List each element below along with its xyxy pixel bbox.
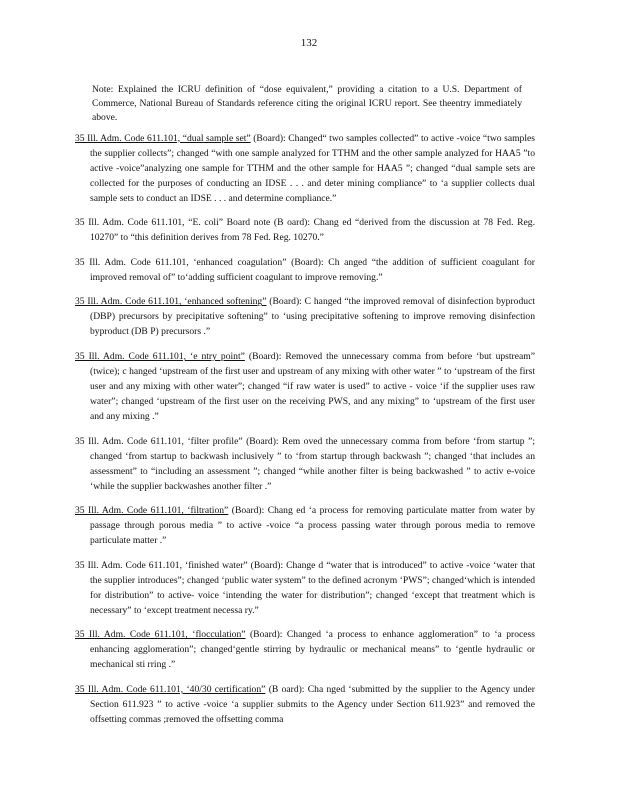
entries-list	[75, 121, 535, 730]
entry-citation: 35 Ill. Adm. Code 611.101, ‘e ntry point”	[75, 350, 245, 362]
entry-40-30-certification	[75, 682, 535, 727]
entry-filtration	[75, 503, 535, 548]
entry-entry-point	[75, 349, 535, 424]
entry-enhanced-softening	[75, 294, 535, 339]
page-number: 132	[300, 37, 318, 49]
entry-text: (Board): Chang ed ‘a process for removing particulate matter from water by passage through porous media ” to active -voice “a process passing water through porous media to remove particulate matter .”	[90, 505, 535, 547]
entry-citation: 35 Ill. Adm. Code 611.101, “dual sample set”	[75, 132, 251, 144]
entry-citation: 35 Ill. Adm. Code 611.101, ‘filter profile”	[75, 435, 243, 447]
entry-text: (Board): Rem oved the unnecessary comma from before ‘from startup ”; changed ‘from startup to backwash inclusively ” to ‘from startup through backwash ”; changed ‘that includes an assessment” to “including an assessment ”; changed “while another filter is being backwashed ” to activ e-voice ‘while the supplier backwashes another filter .”	[90, 435, 535, 492]
entry-text: (Board): C hanged “the improved removal of disinfection byproduct (DBP) precursors by precipitative softening” to ‘using precipitative softening to improve removing disinfection byproduct (DB P) precursors .”	[90, 296, 535, 338]
entry-enhanced-coagulation	[75, 255, 535, 285]
entry-citation: 35 Ill. Adm. Code 611.101, ‘40/30 certification”	[75, 683, 266, 695]
entry-citation: 35 Ill. Adm. Code 611.101, ‘finished water”	[75, 559, 248, 571]
entry-text: (Board): Removed the unnecessary comma from before ‘but upstream” (twice); c hanged ‘upstream of the first user and upstream of any mixing with other water ” to ‘upstream of the first user and any mixing with other water”; changed “if raw water is used” to active - voice ‘if the supplier uses raw water”; changed ‘upstream of the first user on the receiving PWS, and any mixing” to ‘upstream of the first user and any mixing .”	[90, 350, 535, 422]
entry-e-coli	[75, 215, 535, 245]
entry-text: Board note (B oard): Chang ed “derived from the discussion at 78 Fed. Reg. 10270” to “this definition derives from 78 Fed. Reg. 10270.”	[90, 217, 535, 244]
entry-dual-sample-set	[75, 131, 535, 206]
entry-text: (Board): Change d “water that is introduced” to active -voice ‘water that the supplier introduces”; changed ‘public water system” to the defined acronym ‘PWS”; changed‘which is intended for distribution” to active- voice ‘intending the water for distribution”; changed ‘except that treatment which is necessary” to ‘except treatment necessa ry.”	[90, 559, 535, 616]
entry-text: (B oard): Cha nged ‘submitted by the supplier to the Agency under Section 611.923 ” to active -voice ‘a supplier submits to the Agency under Section 611.923” and removed the offsetting commas ;removed the offsetting comma	[90, 683, 535, 725]
entry-text: (Board): Changed“ two samples collected” to active -voice “two samples the supplier collects”; changed “with one sample analyzed for TTHM and the other sample analyzed for HAA5 ”to active -voice”analyzing one sample for TTHM and the other sample for HAA5 ”; changed “dual sample sets are collected for the purposes of conducting an IDSE . . . and deter mining compliance” to ‘a supplier collects dual sample sets to conduct an IDSE . . . and determine compliance.”	[90, 132, 536, 204]
entry-text: (Board): Changed ‘a process to enhance agglomeration” to ‘a process enhancing agglomeration”; changed‘gentle stirring by hydraulic or mechanical means” to ‘gentle hydraulic or mechanical sti rring .”	[90, 629, 536, 671]
entry-filter-profile	[75, 434, 535, 494]
entry-citation: 35 Ill. Adm. Code 611.101, ‘enhanced coagulation”	[75, 256, 287, 268]
entry-citation: 35 Ill. Adm. Code 611.101, ‘flocculation”	[75, 629, 246, 641]
entry-finished-water	[75, 558, 535, 618]
entry-flocculation	[75, 627, 535, 672]
entry-citation: 35 Ill. Adm. Code 611.101, ‘enhanced softening”	[75, 296, 267, 308]
entry-citation: 35 Ill. Adm. Code 611.101, ‘filtration”	[75, 505, 229, 517]
entry-text: (Board): Ch anged “the addition of sufficient coagulant for improved removal of” to‘adding sufficient coagulant to improve removing.”	[90, 256, 535, 283]
entry-citation: 35 Ill. Adm. Code 611.101, “E. coli”	[75, 217, 224, 229]
note-paragraph: Note: Explained the ICRU definition of “dose equivalent,” providing a citation to a U.S. Department of Commerce, National Bureau of Standards reference citing the original ICRU report. See theentry immediately above.	[92, 83, 522, 124]
